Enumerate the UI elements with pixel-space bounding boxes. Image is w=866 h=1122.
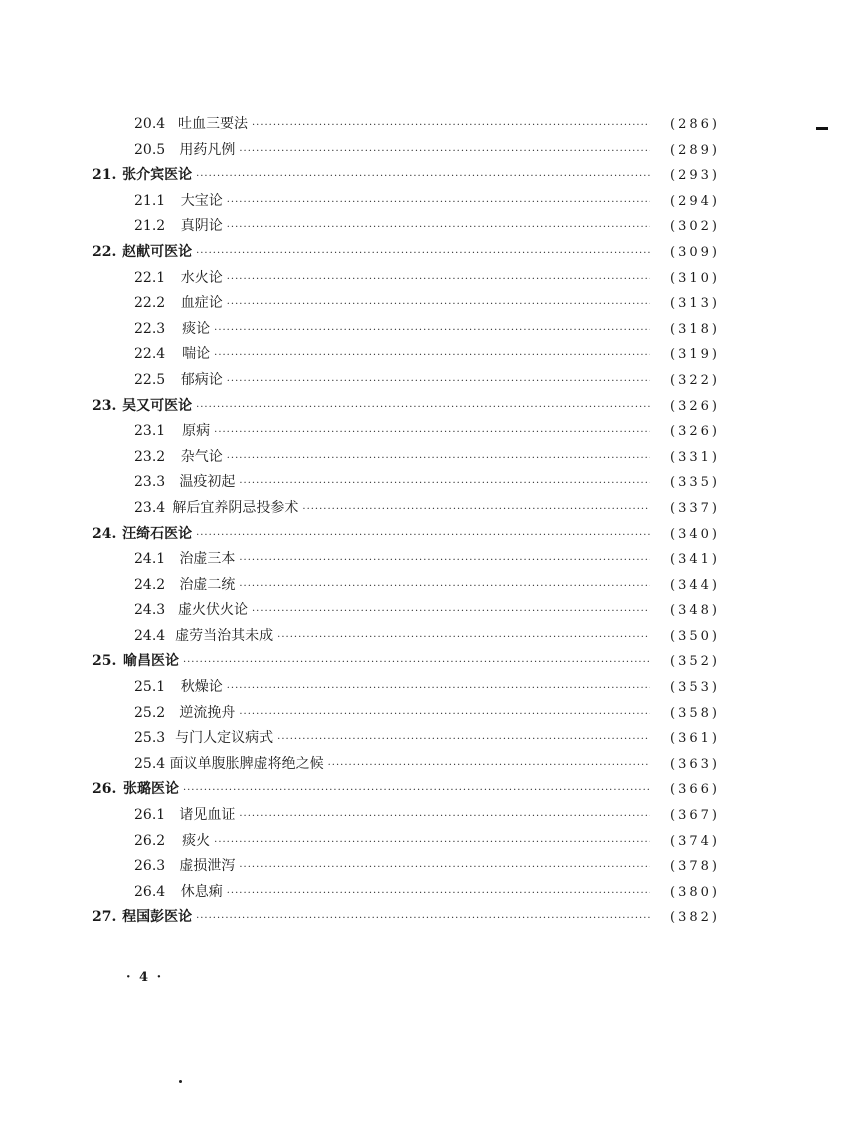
entry-number: 26.1: [134, 807, 166, 824]
toc-chapter-entry: [92, 777, 720, 803]
entry-page-number: (310): [670, 270, 720, 286]
toc-section-entry: [92, 342, 720, 368]
entry-page-number: (352): [670, 654, 720, 670]
entry-page-number: (335): [670, 475, 720, 491]
toc-section-entry: [92, 880, 720, 906]
toc-section-entry: [92, 291, 720, 317]
entry-title: 虚损泄泻: [179, 858, 236, 875]
toc-section-entry: [92, 445, 720, 471]
toc-section-entry: [92, 266, 720, 292]
dot-leader: [227, 292, 650, 318]
dot-leader: [227, 267, 650, 293]
entry-number: 23.4: [134, 499, 166, 516]
toc-section-entry: [92, 598, 720, 624]
dot-leader: [239, 574, 650, 600]
entry-page-number: (289): [670, 142, 720, 158]
entry-page-number: (318): [670, 321, 720, 337]
entry-title: 张璐医论: [122, 781, 179, 798]
entry-page-number: (293): [670, 168, 720, 184]
dot-leader: [252, 599, 650, 625]
entry-number: 25.4: [134, 755, 166, 772]
dot-leader: [277, 727, 650, 753]
toc-section-entry: [92, 573, 720, 599]
entry-title: 张介宾医论: [122, 167, 193, 184]
table-of-contents: [92, 112, 720, 931]
toc-section-entry: [92, 624, 720, 650]
entry-number: 21.: [92, 167, 117, 184]
entry-title: 痰论: [182, 320, 211, 337]
entry-title: 赵献可医论: [122, 243, 193, 260]
entry-title: 用药凡例: [179, 141, 236, 158]
entry-number: 23.: [92, 397, 117, 414]
entry-title: 虚劳当治其未成: [175, 627, 274, 644]
entry-title: 与门人定议病式: [175, 730, 274, 747]
entry-page-number: (358): [670, 705, 720, 721]
entry-number: 25.1: [134, 679, 166, 696]
toc-section-entry: [92, 701, 720, 727]
dot-leader: [183, 778, 650, 804]
dot-leader: [196, 523, 650, 549]
dot-leader: [227, 446, 650, 472]
dot-leader: [277, 625, 650, 651]
entry-number: 20.5: [134, 141, 166, 158]
entry-title: 温疫初起: [179, 474, 236, 491]
entry-page-number: (313): [670, 296, 720, 312]
entry-title: 汪绮石医论: [122, 525, 193, 542]
entry-page-number: (302): [670, 219, 720, 235]
entry-number: 23.2: [134, 448, 166, 465]
dot-leader: [183, 650, 650, 676]
dot-leader: [196, 395, 650, 421]
entry-number: 24.: [92, 525, 117, 542]
entry-number: 24.1: [134, 551, 166, 568]
toc-section-entry: [92, 317, 720, 343]
toc-section-entry: [92, 547, 720, 573]
entry-page-number: (319): [670, 347, 720, 363]
dot-leader: [239, 702, 650, 728]
toc-section-entry: [92, 752, 720, 778]
entry-page-number: (361): [670, 731, 720, 747]
toc-section-entry: [92, 726, 720, 752]
dot-leader: [252, 113, 650, 139]
entry-title: 喘论: [182, 346, 211, 363]
toc-section-entry: [92, 675, 720, 701]
dot-leader: [227, 676, 650, 702]
entry-title: 喻昌医论: [122, 653, 179, 670]
entry-page-number: (350): [670, 628, 720, 644]
dot-leader: [227, 215, 650, 241]
toc-chapter-entry: [92, 649, 720, 675]
dot-leader: [328, 753, 650, 779]
dot-leader: [227, 369, 650, 395]
dot-leader: [196, 164, 650, 190]
entry-title: 大宝论: [180, 192, 223, 209]
entry-number: 25.: [92, 653, 117, 670]
entry-title: 真阴论: [180, 218, 223, 235]
entry-number: 24.3: [134, 602, 166, 619]
toc-section-entry: [92, 214, 720, 240]
toc-chapter-entry: [92, 394, 720, 420]
entry-title: 原病: [182, 423, 211, 440]
dot-leader: [214, 420, 650, 446]
entry-page-number: (331): [670, 449, 720, 465]
entry-page-number: (340): [670, 526, 720, 542]
dot-leader: [239, 855, 650, 881]
entry-page-number: (344): [670, 577, 720, 593]
entry-number: 21.1: [134, 192, 166, 209]
toc-chapter-entry: [92, 240, 720, 266]
entry-page-number: (378): [670, 859, 720, 875]
entry-number: 22.5: [134, 371, 166, 388]
toc-section-entry: [92, 470, 720, 496]
entry-title: 治虚三本: [179, 551, 236, 568]
entry-page-number: (348): [670, 603, 720, 619]
toc-chapter-entry: [92, 163, 720, 189]
entry-title: 虚火伏火论: [177, 602, 248, 619]
toc-section-entry: [92, 419, 720, 445]
entry-number: 25.3: [134, 730, 166, 747]
dot-leader: [214, 830, 650, 856]
entry-number: 20.4: [134, 116, 166, 132]
entry-number: 26.3: [134, 858, 166, 875]
entry-page-number: (341): [670, 552, 720, 568]
entry-page-number: (363): [670, 756, 720, 772]
entry-number: 25.2: [134, 704, 166, 721]
entry-page-number: (326): [670, 398, 720, 414]
dot-leader: [239, 548, 650, 574]
entry-title: 郁病论: [180, 371, 223, 388]
entry-page-number: (366): [670, 782, 720, 798]
entry-title: 治虚二统: [179, 576, 236, 593]
entry-number: 21.2: [134, 218, 166, 235]
entry-number: 22.1: [134, 269, 166, 286]
entry-page-number: (380): [670, 884, 720, 900]
dot-leader: [227, 881, 650, 907]
dot-leader: [239, 471, 650, 497]
toc-chapter-entry: [92, 522, 720, 548]
entry-number: 26.: [92, 781, 117, 798]
entry-number: 27.: [92, 909, 117, 926]
entry-title: 诸见血证: [179, 807, 236, 824]
dot-leader: [196, 241, 650, 267]
entry-number: 22.: [92, 243, 117, 260]
toc-section-entry: [92, 854, 720, 880]
entry-page-number: (337): [670, 500, 720, 516]
entry-page-number: (326): [670, 424, 720, 440]
page-number: · 4 ·: [126, 970, 164, 985]
scan-speck: [179, 1080, 182, 1083]
toc-section-entry: [92, 368, 720, 394]
entry-number: 26.4: [134, 883, 166, 900]
entry-title: 杂气论: [180, 448, 223, 465]
toc-section-entry: [92, 829, 720, 855]
dot-leader: [227, 190, 650, 216]
toc-section-entry: [92, 112, 720, 138]
entry-page-number: (309): [670, 244, 720, 260]
toc-section-entry: [92, 189, 720, 215]
toc-section-entry: [92, 138, 720, 164]
entry-number: 23.3: [134, 474, 166, 491]
entry-page-number: (322): [670, 372, 720, 388]
entry-page-number: (353): [670, 680, 720, 696]
dot-leader: [214, 318, 650, 344]
entry-number: 22.4: [134, 346, 166, 363]
entry-title: 血症论: [180, 295, 223, 312]
toc-section-entry: [92, 803, 720, 829]
dot-leader: [239, 139, 650, 165]
entry-page-number: (382): [670, 910, 720, 926]
entry-number: 24.2: [134, 576, 166, 593]
entry-title: 吐血三要法: [177, 116, 248, 132]
entry-title: 吴又可医论: [122, 397, 193, 414]
entry-page-number: (374): [670, 833, 720, 849]
dot-leader: [196, 906, 650, 932]
toc-section-entry: [92, 496, 720, 522]
entry-title: 解后宜养阴忌投参术: [172, 499, 299, 516]
entry-title: 休息痢: [180, 883, 223, 900]
entry-title: 痰火: [182, 832, 211, 849]
dot-leader: [302, 497, 650, 523]
entry-page-number: (294): [670, 193, 720, 209]
entry-number: 26.2: [134, 832, 166, 849]
entry-number: 24.4: [134, 627, 166, 644]
entry-page-number: (367): [670, 808, 720, 824]
entry-title: 水火论: [180, 269, 223, 286]
toc-chapter-entry: [92, 905, 720, 931]
entry-title: 程国彭医论: [122, 909, 193, 926]
scan-edge-mark: [816, 127, 828, 130]
entry-title: 面议单腹胀脾虚将绝之候: [169, 755, 324, 772]
dot-leader: [214, 343, 650, 369]
entry-title: 逆流挽舟: [179, 704, 236, 721]
entry-number: 22.2: [134, 295, 166, 312]
entry-number: 23.1: [134, 423, 166, 440]
entry-title: 秋燥论: [180, 679, 223, 696]
entry-number: 22.3: [134, 320, 166, 337]
dot-leader: [239, 804, 650, 830]
entry-page-number: (286): [670, 117, 720, 132]
